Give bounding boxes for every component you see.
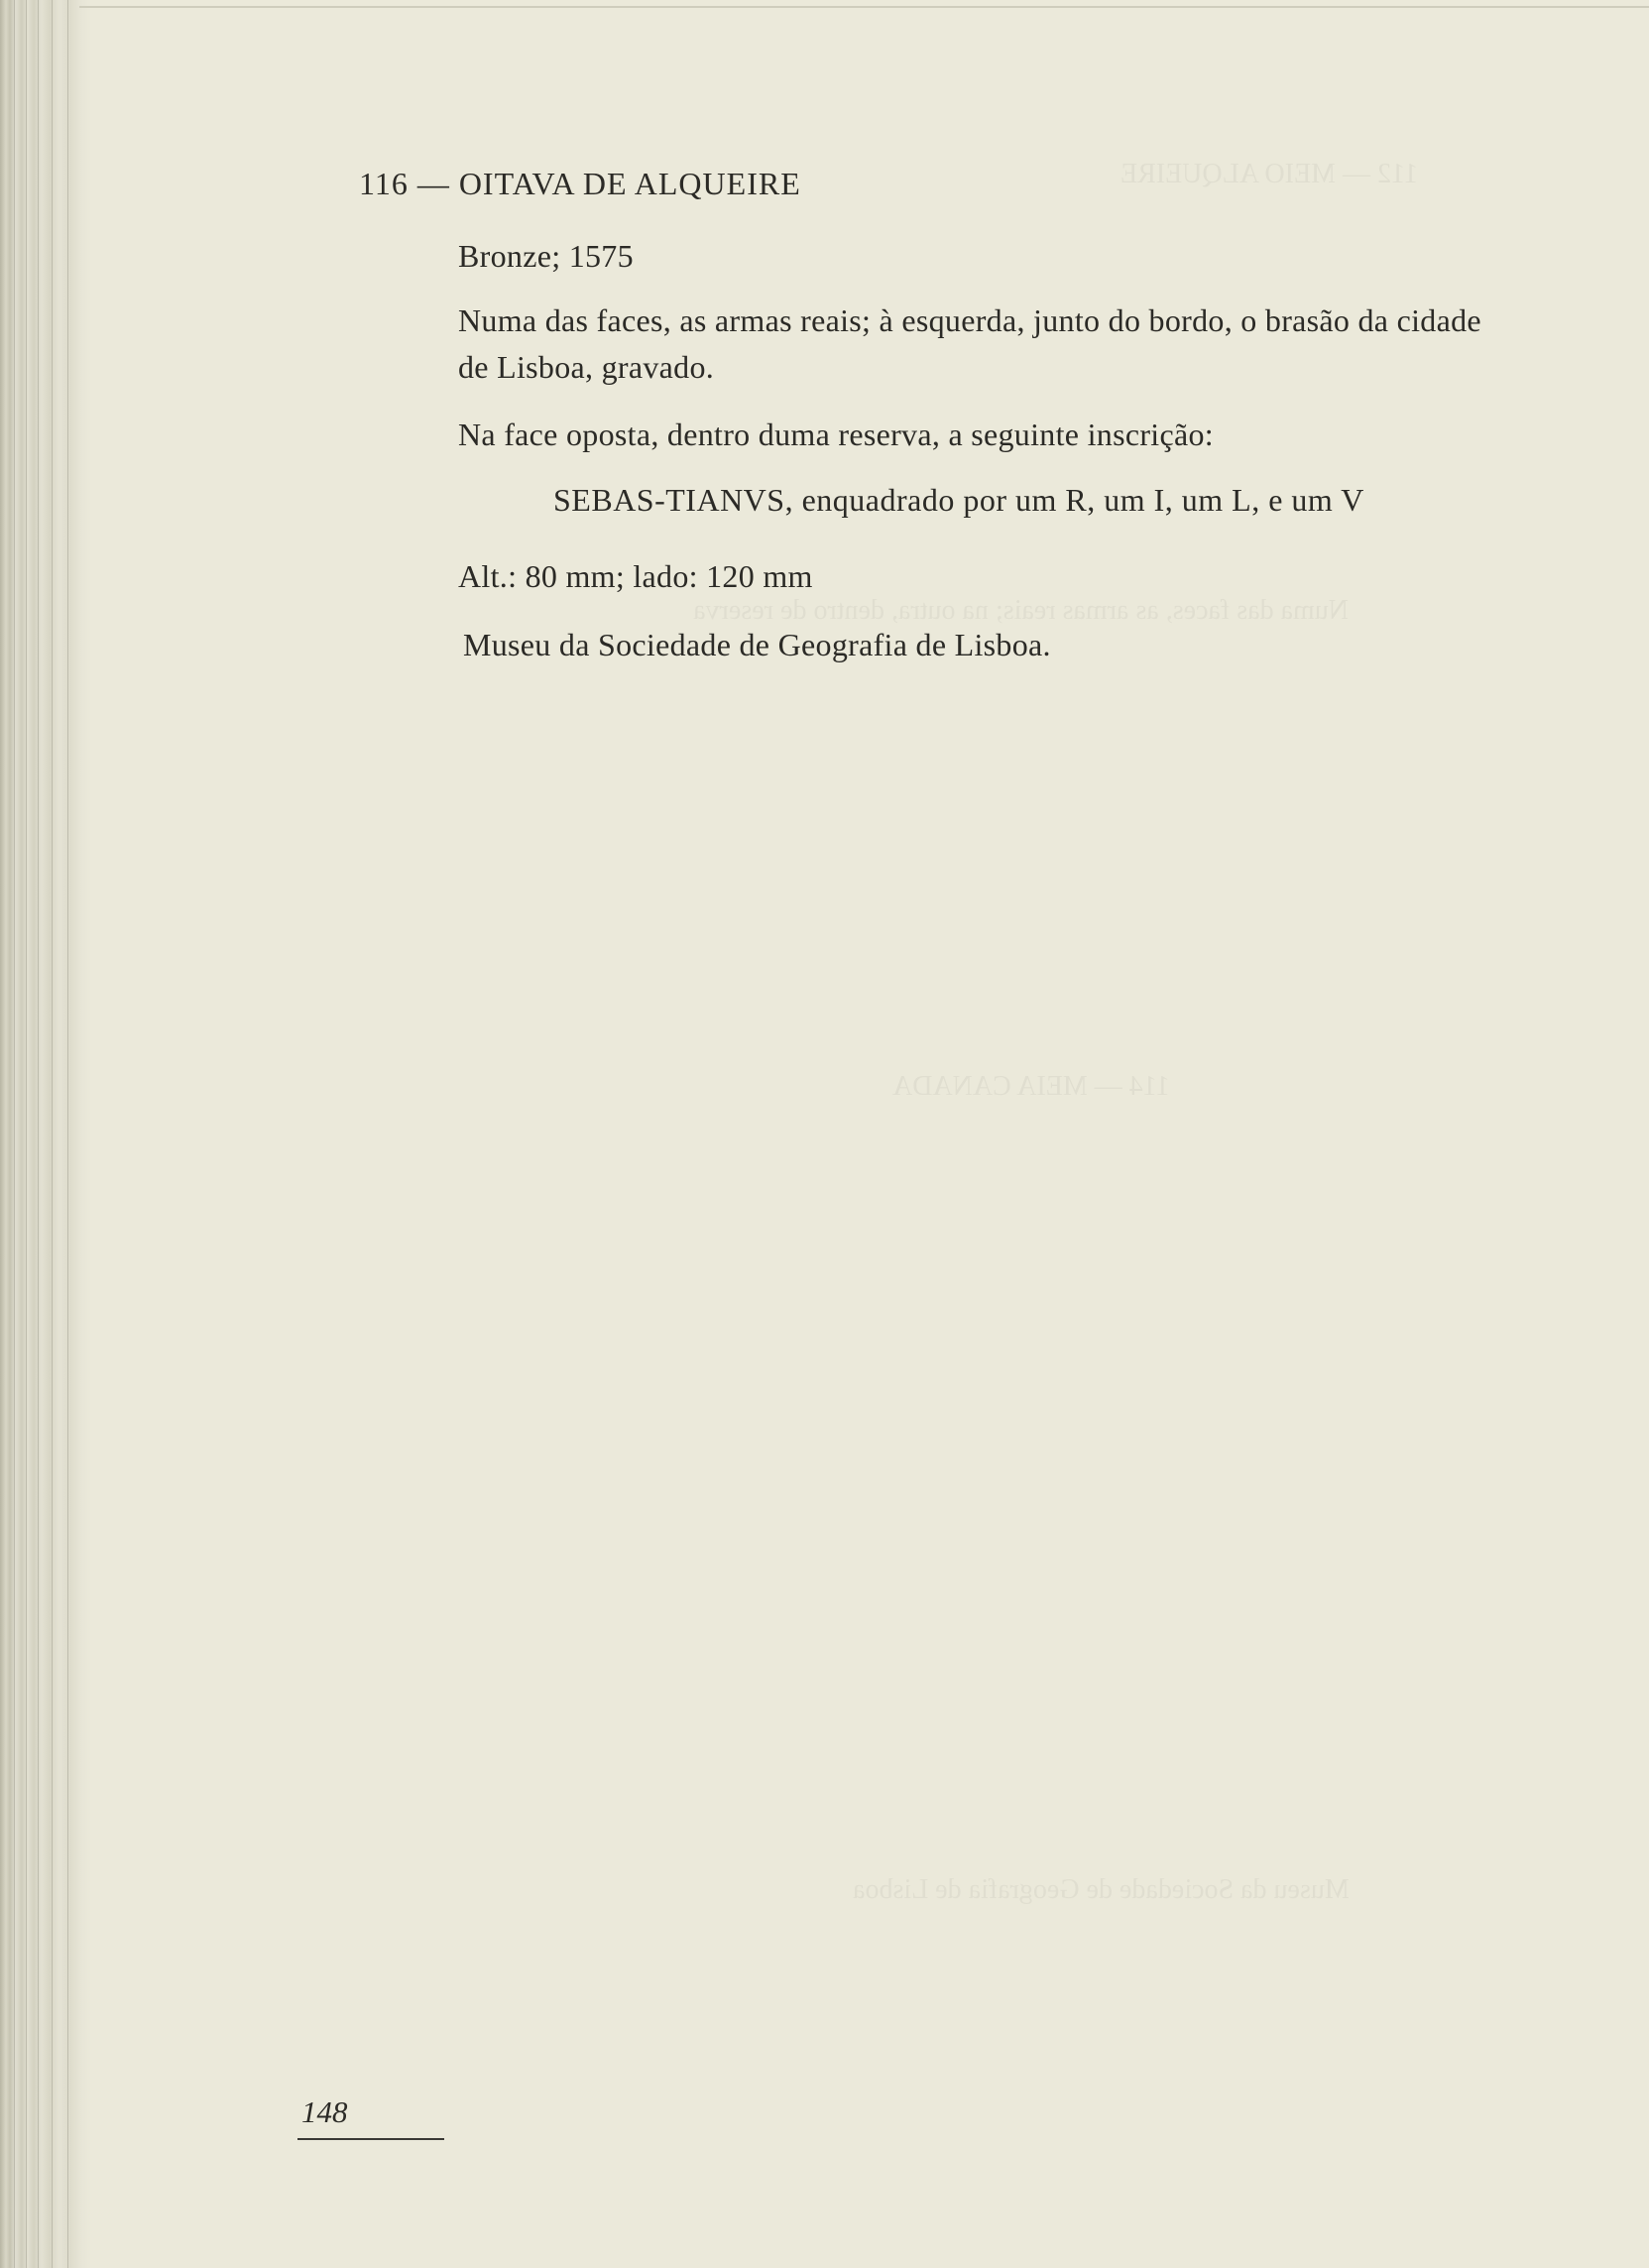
page-edge-line (14, 0, 15, 2268)
entry-dimensions: Alt.: 80 mm; lado: 120 mm (458, 558, 813, 594)
bleed-through-text: 112 — MEIO ALQUEIRE (1120, 159, 1418, 189)
bleed-through-text: Numa das faces, as armas reais; na outra, dentro de reserva (693, 595, 1349, 626)
footer-rule (297, 2138, 444, 2140)
entry-location: Museu da Sociedade de Geografia de Lisboa. (463, 627, 1051, 662)
page-edge-line (52, 0, 53, 2268)
entry-opposite-face: Na face oposta, dentro duma reserva, a seguinte inscrição: (458, 417, 1214, 452)
page-number: 148 (301, 2094, 348, 2129)
entry-description-line-1: Numa das faces, as armas reais; à esquerda, junto do bordo, o brasão da cidade (458, 302, 1481, 338)
entry-material: Bronze; 1575 (458, 238, 634, 274)
entry-heading: 116 — OITAVA DE ALQUEIRE (359, 166, 801, 201)
page-edge-line (38, 0, 39, 2268)
bleed-through-text: 114 — MEIA CANADA (892, 1071, 1170, 1102)
page-edge-line (67, 0, 68, 2268)
bleed-through-text: Museu da Sociedade de Geografia de Lisboa (853, 1874, 1350, 1905)
entry-description-line-2: de Lisboa, gravado. (458, 349, 715, 385)
entry-inscription: SEBAS-TIANVS, enquadrado por um R, um I, um L, e um V (553, 482, 1364, 518)
page-edge-line (26, 0, 27, 2268)
top-page-edge (79, 6, 1649, 8)
